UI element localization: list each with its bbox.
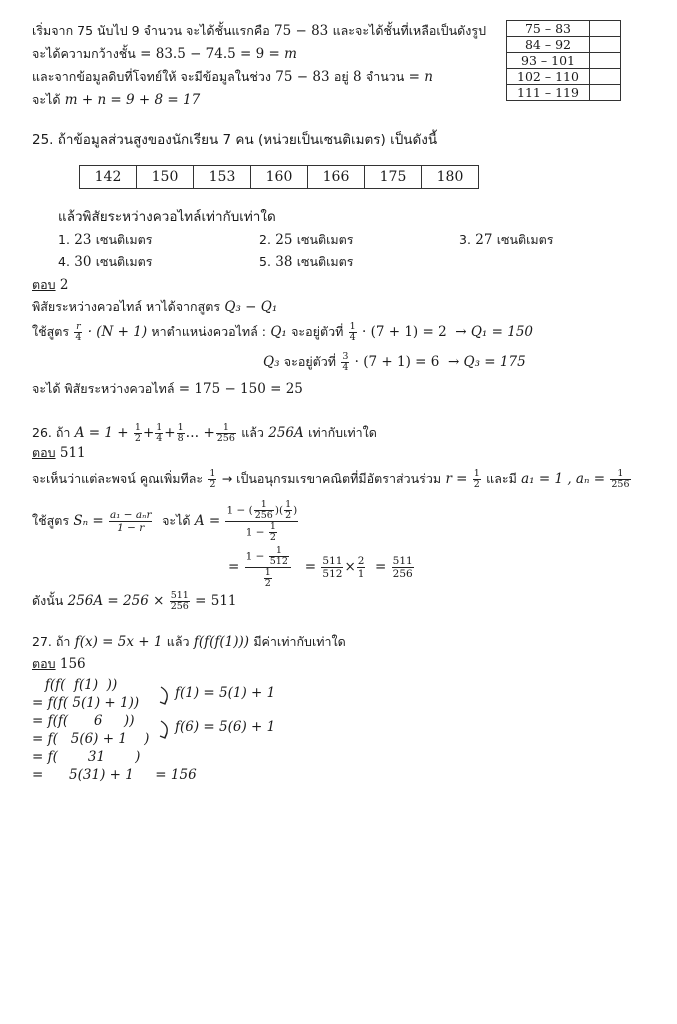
q27-note-1: f(1) = 5(1) + 1 xyxy=(175,685,276,701)
class-row xyxy=(507,53,621,69)
fraction-1-256: $\frac{1}{256}$ xyxy=(216,422,235,444)
fraction-1-4: $\frac{1}{4}$ xyxy=(156,422,163,444)
solution-math: Q₃ − Q₁ xyxy=(224,299,278,315)
final-math: 256A = 256 × xyxy=(67,593,165,609)
ratio-r: r = xyxy=(445,471,468,487)
fraction-2-1: $\frac{2}{1}$ xyxy=(357,555,365,580)
q3-label: Q₃ xyxy=(263,354,280,370)
q3-calc: · (7 + 1) = 6 xyxy=(354,354,440,370)
class-cell: 75 – 83 xyxy=(507,21,590,37)
final-text: ดังนั้น xyxy=(32,593,64,608)
class-row xyxy=(507,37,621,53)
terms-a1-an: a₁ = 1 , aₙ = xyxy=(521,471,606,487)
choice-unit: เซนติเมตร xyxy=(496,232,554,247)
class-empty-cell xyxy=(590,21,621,37)
intro-line-4-math: m + n = 9 + 8 = 17 xyxy=(64,92,201,108)
choice-number: 2. xyxy=(259,232,271,247)
choice-number: 5. xyxy=(259,254,271,269)
intro-line-3 xyxy=(32,68,433,86)
fraction-1-over-4 xyxy=(349,322,357,343)
q27-question xyxy=(32,633,346,651)
q27-number: 27. ถ้า xyxy=(32,634,71,649)
fraction-1-2: $\frac{1}{2}$ xyxy=(473,468,480,490)
intro-line-3-math2: 8 xyxy=(353,69,362,85)
intro-line-1-text2: และจะได้ชั้นที่เหลือเป็นดังรูป xyxy=(332,23,487,38)
q26-final xyxy=(32,587,237,615)
q25-choice-4 xyxy=(58,253,152,271)
q1-label: Q₁ xyxy=(270,324,287,340)
class-empty-cell xyxy=(590,85,621,101)
q3-result: → Q₃ = 175 xyxy=(447,354,526,370)
final-result: = 511 xyxy=(195,593,237,609)
solution-text2: หาตำแหน่งควอไทล์ : xyxy=(151,324,267,339)
q27-math2: f(f(f(1))) xyxy=(193,634,250,650)
class-empty-cell xyxy=(590,37,621,53)
q27-answer xyxy=(32,655,86,673)
height-cell: 180 xyxy=(422,166,479,189)
intro-line-1-math: 75 − 83 xyxy=(274,23,329,39)
q25-choice-3 xyxy=(459,231,553,249)
q1-text: จะอยู่ตัวที่ xyxy=(291,324,344,339)
solution-text: ใช้สูตร xyxy=(32,324,70,339)
q25-solution-1 xyxy=(32,298,277,316)
class-row xyxy=(507,21,621,37)
intro-line-3-text3: จำนวน xyxy=(365,69,405,84)
q27-step-4: = f( 5(6) + 1 ) xyxy=(32,731,150,747)
q26-math2: 256A xyxy=(268,425,304,441)
choice-value: 23 xyxy=(74,232,92,248)
intro-line-2 xyxy=(32,45,297,63)
choice-number: 4. xyxy=(58,254,70,269)
frac-numerator: a₁ − aₙr xyxy=(109,509,152,521)
solution-text: พิสัยระหว่างควอไทล์ หาได้จากสูตร xyxy=(32,299,221,314)
q27-step-5: = f( 31 ) xyxy=(32,749,141,765)
intro-line-2-math: = 83.5 − 74.5 = 9 = xyxy=(140,46,280,62)
q25-solution-2 xyxy=(32,320,533,344)
curved-arrow-icon xyxy=(155,718,175,744)
fraction-1-256: $\frac{1}{256}$ xyxy=(611,468,630,490)
sum-formula-fraction xyxy=(109,509,152,534)
q27-text: แล้ว xyxy=(166,634,190,649)
q26-solution-2 xyxy=(32,500,299,543)
q26-solution-1 xyxy=(32,467,632,491)
height-cell: 142 xyxy=(80,166,137,189)
curved-arrow-icon xyxy=(155,684,175,710)
choice-unit: เซนติเมตร xyxy=(296,232,354,247)
solution-text3: และมี xyxy=(486,471,517,486)
choice-value: 27 xyxy=(475,232,493,248)
class-empty-cell xyxy=(590,53,621,69)
height-cell: 150 xyxy=(137,166,194,189)
fraction-r-over-4 xyxy=(74,322,82,343)
final-text: จะได้ พิสัยระหว่างควอไทล์ xyxy=(32,381,175,396)
class-row xyxy=(507,85,621,101)
intro-line-3-math3: = xyxy=(408,69,420,85)
simplified-fraction: 1 − $\frac{1}{512}$ $\frac{1}{2}$ xyxy=(245,546,291,589)
answer-value: 156 xyxy=(59,656,86,672)
intro-line-4-text: จะได้ xyxy=(32,92,61,107)
choice-value: 38 xyxy=(275,254,293,270)
height-cell: 153 xyxy=(194,166,251,189)
intro-line-3-var: n xyxy=(424,69,433,85)
fraction-511-256: $\frac{511}{256}$ xyxy=(392,555,413,580)
fraction-511-256: $\frac{511}{256}$ xyxy=(170,590,189,612)
class-cell: 111 – 119 xyxy=(507,85,590,101)
intro-line-3-math: 75 − 83 xyxy=(275,69,330,85)
class-interval-table xyxy=(506,20,621,101)
solution-text2: จะได้ xyxy=(162,513,191,528)
q27-step-6: = 5(31) + 1 = 156 xyxy=(32,767,197,783)
answer-value: 2 xyxy=(59,277,69,293)
class-cell: 84 – 92 xyxy=(507,37,590,53)
q26-answer xyxy=(32,444,86,462)
q26-question: 26. ถ้า A = 1 + $\frac{1}{2}$ + $\frac{1}{4}$ + $\frac{1}{8}$ … + $\frac{1}{256}$ แล้ว 256A เท่ากับเท่าใด xyxy=(32,422,377,444)
frac-denominator: 4 xyxy=(75,332,82,343)
answer-label: ตอบ xyxy=(32,277,56,292)
q25-choice-1 xyxy=(58,231,152,249)
class-cell: 93 – 101 xyxy=(507,53,590,69)
frac-denominator: 4 xyxy=(342,362,349,373)
q25-answer xyxy=(32,276,68,294)
fraction-511-512: $\frac{511}{512}$ xyxy=(322,555,343,580)
a-lhs: A = xyxy=(194,513,221,529)
times-sign: × xyxy=(344,559,356,575)
q25-choice-2 xyxy=(259,231,353,249)
solution-text: จะเห็นว่าแต่ละพจน์ คูณเพิ่มทีละ xyxy=(32,471,204,486)
choice-unit: เซนติเมตร xyxy=(95,254,153,269)
a-substitution-fraction: 1 − ( $\frac{1}{256}$ )( $\frac{1}{2}$ ) 1 − $\frac{1}{2}$ xyxy=(226,499,298,543)
height-cell: 166 xyxy=(308,166,365,189)
q26-text: แล้ว xyxy=(241,425,264,440)
q27-step-3: = f(f( 6 )) xyxy=(32,713,135,729)
q27-step-1: f(f( f(1) )) xyxy=(32,677,118,693)
q25-prompt: แล้วพิสัยระหว่างควอไทล์เท่ากับเท่าใด xyxy=(58,209,276,225)
choice-unit: เซนติเมตร xyxy=(296,254,354,269)
heights-row xyxy=(80,166,479,189)
q25-choice-5 xyxy=(259,253,353,271)
q26-number: 26. ถ้า xyxy=(32,425,71,440)
class-cell: 102 – 110 xyxy=(507,69,590,85)
equals-sign: = xyxy=(228,559,240,575)
q27-text2: มีค่าเท่ากับเท่าใด xyxy=(253,634,346,649)
final-math: = 175 − 150 = 25 xyxy=(178,381,303,397)
intro-line-2-var: m xyxy=(284,46,297,62)
frac-numerator: 3 xyxy=(342,351,349,362)
q27-note-2: f(6) = 5(6) + 1 xyxy=(175,719,276,735)
q26-solution-3 xyxy=(228,546,415,589)
choice-unit: เซนติเมตร xyxy=(95,232,153,247)
answer-label: ตอบ xyxy=(32,656,56,671)
answer-value: 511 xyxy=(59,445,86,461)
choice-value: 25 xyxy=(275,232,293,248)
q27-step-2: = f(f( 5(1) + 1)) xyxy=(32,695,140,711)
formula-lhs: Sₙ = xyxy=(73,513,104,529)
q25-heights-table xyxy=(79,165,479,189)
fraction-1-2: $\frac{1}{2}$ xyxy=(134,422,141,444)
frac-numerator: 1 xyxy=(349,321,356,332)
equals-sign: = xyxy=(304,559,317,575)
solution-text: ใช้สูตร xyxy=(32,513,70,528)
solution-text2: → เป็นอนุกรมเรขาคณิตที่มีอัตราส่วนร่วม xyxy=(221,471,442,486)
q1-calc: · (7 + 1) = 2 xyxy=(362,324,447,340)
intro-line-1 xyxy=(32,22,486,40)
frac-denominator: 4 xyxy=(349,332,356,343)
q25-final xyxy=(32,380,303,398)
answer-label: ตอบ xyxy=(32,445,56,460)
q26-math: A = 1 + xyxy=(74,425,129,441)
choice-number: 3. xyxy=(459,232,471,247)
fraction-1-8: $\frac{1}{8}$ xyxy=(177,422,184,444)
q27-math: f(x) = 5x + 1 xyxy=(74,634,163,650)
frac-numerator: r xyxy=(76,321,81,332)
intro-line-4 xyxy=(32,91,200,109)
q26-text2: เท่ากับเท่าใด xyxy=(308,425,377,440)
class-empty-cell xyxy=(590,69,621,85)
frac-denominator: 1 − r xyxy=(117,522,145,534)
q1-result: → Q₁ = 150 xyxy=(455,324,534,340)
class-row xyxy=(507,69,621,85)
equals-sign: = xyxy=(375,559,387,575)
intro-line-3-text: และจากข้อมูลดิบที่โจทย์ให้ จะมีข้อมูลในช่วง xyxy=(32,69,271,84)
q3-text: จะอยู่ตัวที่ xyxy=(283,354,337,369)
q25-question: 25. ถ้าข้อมูลส่วนสูงของนักเรียน 7 คน (หน่วยเป็นเซนติเมตร) เป็นดังนี้ xyxy=(32,132,438,148)
q25-solution-3 xyxy=(263,350,526,374)
fraction-1-2: $\frac{1}{2}$ xyxy=(209,468,216,490)
height-cell: 160 xyxy=(251,166,308,189)
choice-value: 30 xyxy=(74,254,92,270)
solution-math: · (N + 1) xyxy=(87,324,148,340)
intro-line-3-text2: อยู่ xyxy=(333,69,349,84)
intro-line-1-text: เริ่มจาก 75 นับไป 9 จำนวน จะได้ชั้นแรกคือ xyxy=(32,23,270,38)
choice-number: 1. xyxy=(58,232,70,247)
fraction-3-over-4 xyxy=(341,352,349,373)
intro-line-2-text: จะได้ความกว้างชั้น xyxy=(32,46,136,61)
height-cell: 175 xyxy=(365,166,422,189)
